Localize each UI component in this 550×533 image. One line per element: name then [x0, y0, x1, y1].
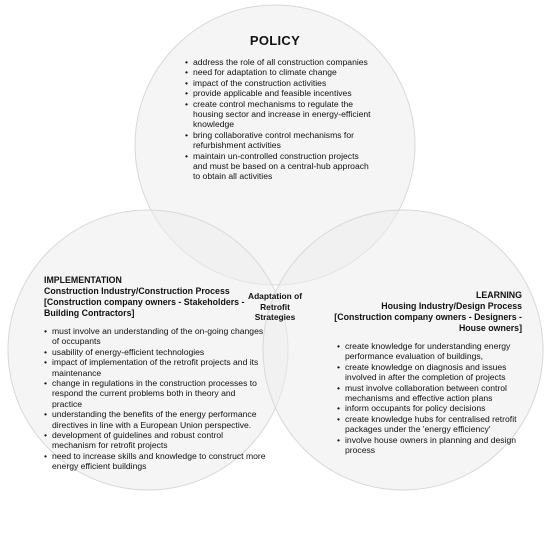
- policy-items: [185, 57, 375, 182]
- list-item: • inform occupants for policy decisions: [337, 403, 527, 413]
- center-label: Adaptation of Retrofit Strategies: [248, 291, 302, 322]
- learning-heading: [310, 290, 522, 334]
- policy-title: POLICY: [249, 33, 301, 48]
- implementation-subtitle: Construction Industry/Construction Process: [44, 286, 230, 296]
- implementation-items: [44, 326, 266, 472]
- list-item: • change in regulations in the construction processes to respond the current problems both in theory and practice: [44, 378, 266, 409]
- list-item: • impact of the construction activities: [185, 78, 375, 88]
- list-item: • maintain un-controlled construction projects and must be based on a central-hub approach to obtain all activities: [185, 151, 375, 182]
- list-item: • create knowledge for understanding energy performance evaluation of buildings,: [337, 341, 527, 362]
- list-item: • create knowledge hubs for centralised retrofit packages under the 'energy efficiency': [337, 414, 527, 435]
- learning-actors: [Construction company owners - Designers - House owners]: [334, 312, 522, 333]
- list-item: • bring collaborative control mechanisms for refurbishment activities: [185, 130, 375, 151]
- list-item: • understanding the benefits of the energy performance directives in line with a European Union perspective.: [44, 409, 266, 430]
- list-item: • create knowledge on diagnosis and issues involved in after the completion of projects: [337, 362, 527, 383]
- list-item: • development of guidelines and robust control mechanism for retrofit projects: [44, 430, 266, 451]
- learning-subtitle: Housing Industry/Design Process: [381, 301, 522, 311]
- learning-items: [337, 341, 527, 455]
- list-item: • address the role of all construction companies: [185, 57, 375, 67]
- list-item: • create control mechanisms to regulate the housing sector and increase in energy-efficient knowledge: [185, 99, 375, 130]
- list-item: • must involve an understanding of the on-going changes of occupants: [44, 326, 266, 347]
- implementation-heading: [44, 275, 259, 319]
- list-item: • impact of implementation of the retrofit projects and its maintenance: [44, 357, 266, 378]
- implementation-actors: [Construction company owners - Stakeholders - Building Contractors]: [44, 297, 245, 318]
- list-item: • provide applicable and feasible incentives: [185, 88, 375, 98]
- learning-title: LEARNING: [476, 290, 522, 300]
- list-item: • need to increase skills and knowledge to construct more energy efficient buildings: [44, 451, 266, 472]
- list-item: • involve house owners in planning and design process: [337, 435, 527, 456]
- list-item: • need for adaptation to climate change: [185, 67, 375, 77]
- list-item: • must involve collaboration between control mechanisms and effective action plans: [337, 383, 527, 404]
- list-item: • usability of energy-efficient technologies: [44, 347, 266, 357]
- implementation-title: IMPLEMENTATION: [44, 275, 122, 285]
